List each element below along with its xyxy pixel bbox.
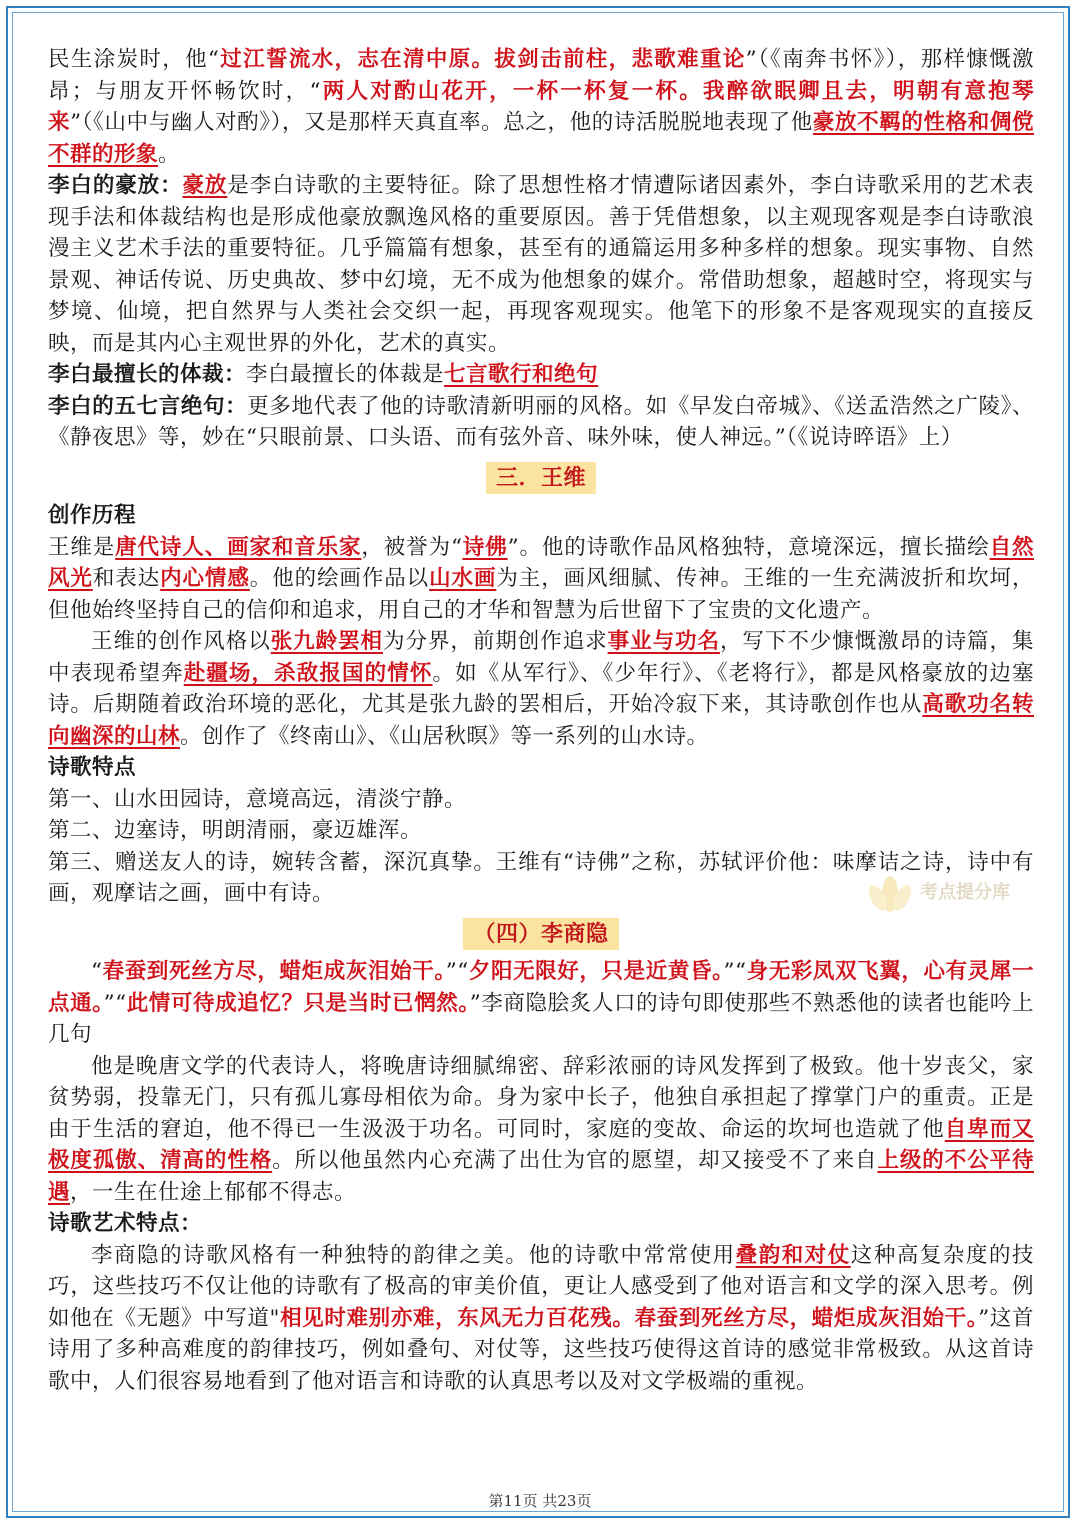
text-run: ”这首诗用了多种高难度的韵律技巧，例如叠句、对仗等，这些技巧使得这首诗的感觉非常极致。从这首诗歌中，人们很容易地看到了他对语言和诗歌的认真思考以及对文学极端的重视。	[48, 1305, 1034, 1394]
quoted-poem-line: 夕阳无限好，只是近黄昏。	[468, 959, 724, 984]
text-run: 为主，画风细腻、传神。王维的一生充满波折和坎坷，但他始终坚持自己的信仰和追求，用自己的才华和智慧为后世留下了宝贵的文化遗产。	[48, 566, 1034, 623]
text-run: 更多地代表了他的诗歌清新明丽的风格。如《早发白帝城》、《送孟浩然之广陵》、《静夜思》等，妙在“只眼前景、口头语、而有弦外音、味外味，使人神远。”（《说诗晬语》上）	[48, 393, 1034, 450]
highlighted-key-term: 上级的不公平待遇	[48, 1148, 1034, 1205]
section-heading-wangwei: 三．王维	[486, 462, 596, 494]
highlighted-key-term: 豪放	[182, 173, 228, 198]
text-run: ”“	[103, 990, 127, 1016]
bold-label: 李白的豪放：	[48, 173, 183, 198]
section-heading-row	[48, 918, 1034, 951]
paragraph	[48, 44, 1034, 170]
list-item	[48, 815, 1034, 847]
text-run: “	[91, 959, 103, 984]
highlighted-key-term: 赴疆场，杀敌报国的情怀	[183, 660, 433, 686]
text-run: 。	[158, 141, 181, 167]
highlighted-key-term: 诗佛	[462, 534, 508, 560]
text-run: 。所以他虽然内心充满了出仕为官的愿望，却又接受不了来自	[272, 1148, 878, 1173]
subheading	[48, 500, 1034, 532]
text-run: 。他的绘画作品以	[249, 566, 430, 591]
text-run: 这种高复杂度的技巧，这些技巧不仅让他的诗歌有了极高的审美价值，更让人感受到了他对语言和文学的深入思考。例如他在《无题》中写道"	[48, 1242, 1034, 1331]
highlighted-key-term: 内心情感	[160, 566, 250, 591]
bold-label: 诗歌特点	[48, 755, 137, 780]
highlighted-key-term: 高歌功名转向幽深的山林	[48, 692, 1034, 749]
text-run: 第一、山水田园诗，意境高远，清淡宁静。	[48, 786, 467, 812]
text-run: ”（《南奔书怀》），那样慷慨激昂；与朋友开怀畅饮时，“	[48, 47, 1034, 104]
text-run: 。如《从军行》、《少年行》、《老将行》，都是风格豪放的边塞诗。后期随着政治环境的恶化，尤其是张九龄的罢相后，开始冷寂下来，其诗歌创作也从	[48, 660, 1034, 717]
quoted-poem-line: 两人对酌山花开，一杯一杯复一杯。我醉欲眠卿且去，明朝有意抱琴来	[48, 78, 1034, 135]
bold-label: 创作历程	[48, 503, 137, 528]
paragraph	[48, 170, 1034, 359]
paragraph	[48, 1051, 1034, 1209]
quoted-poem-line: 过江誓流水，志在清中原。拔剑击前柱，悲歌难重论	[219, 47, 746, 72]
text-run: 王维的创作风格以	[91, 629, 271, 654]
bold-label: 李白最擅长的体裁：	[48, 362, 247, 387]
highlighted-key-term: 七言歌行和绝句	[444, 362, 599, 387]
text-run: ”李商隐脍炙人口的诗句即使那些不熟悉他的读者也能吟上几句	[48, 990, 1034, 1047]
highlighted-key-term: 豪放不羁的性格和倜傥不群的形象	[48, 110, 1034, 167]
paragraph	[48, 532, 1034, 627]
text-run: 民生涂炭时，他“	[48, 47, 220, 72]
text-run: 和表达	[92, 566, 161, 591]
text-run: 为分界，前期创作追求	[383, 629, 608, 654]
bold-label: 李白的五七言绝句：	[48, 393, 248, 419]
text-run: 李商隐的诗歌风格有一种独特的韵律之美。他的诗歌中常常使用	[91, 1242, 736, 1268]
list-item	[48, 784, 1034, 816]
paragraph	[48, 956, 1034, 1051]
highlighted-key-term: 山水画	[429, 566, 497, 591]
section-heading-row	[48, 462, 1034, 495]
highlighted-key-term: 唐代诗人、画家和音乐家	[115, 534, 362, 560]
highlighted-key-term: 事业与功名	[607, 629, 720, 654]
quoted-poem-line: 春蚕到死丝方尽，蜡炬成灰泪始干。	[102, 959, 446, 984]
quoted-poem-line: 相见时难别亦难，东风无力百花残。春蚕到死丝方尽，蜡炬成灰泪始干。	[279, 1305, 979, 1331]
subheading	[48, 752, 1034, 784]
text-run: 。创作了《终南山》、《山居秋暝》等一系列的山水诗。	[180, 723, 709, 749]
section-heading-lishangyin: （四）李商隐	[463, 918, 618, 950]
highlighted-key-term: 自然风光	[48, 534, 1034, 591]
text-run: ，写下不少慷慨激昂的诗篇，集中表现希望奔	[48, 629, 1034, 686]
text-run: 是李白诗歌的主要特征。除了思想性格才情遭际诸因素外，李白诗歌采用的艺术表现手法和体裁结构也是形成他豪放飘逸风格的重要原因。善于凭借想象，以主观现客观是李白诗歌浪漫主义艺术手法的重要特征。几乎篇篇有想象，甚至有的通篇运用多种多样的想象。现实事物、自然景观、神话传说、历史典故、梦中幻境，无不成为他想象的媒介。常借助想象，超越时空，将现实与梦境、仙境，把自然界与人类社会交织一起，再现客观现实。他笔下的形象不是客观现实的直接反映，而是其内心主观世界的外化，艺术的真实。	[48, 173, 1034, 356]
watermark-text: 考点提分库	[920, 882, 1010, 903]
text-run: 他是晚唐文学的代表诗人，将晚唐诗细腻绵密、辞彩浓丽的诗风发挥到了极致。他十岁丧父，家贫势弱，投靠无门，只有孤儿寡母相依为命。身为家中长子，他独自承担起了撑掌门户的重责。正是由于生活的窘迫，他不得已一生汲汲于功名。可同时，家庭的变故、命运的坎坷也造就了他	[48, 1053, 1034, 1142]
bold-label: 诗歌艺术特点：	[48, 1211, 203, 1236]
quoted-poem-line: 此情可待成追忆？只是当时已惘然。	[126, 990, 470, 1016]
page-number-footer: 第11页 共23页	[488, 1492, 592, 1510]
highlighted-key-term: 叠韵和对仗	[735, 1242, 851, 1268]
text-run: 王维是	[48, 534, 116, 560]
text-run: 第三、赠送友人的诗，婉转含蓄，深沉真挚。王维有“诗佛”之称，苏轼评价他：味摩诘之诗，诗中有画，观摩诘之画，画中有诗。	[48, 849, 1034, 906]
text-run: ，一生在仕途上郁郁不得志。	[70, 1179, 357, 1205]
highlighted-key-term: 自卑而又极度孤傲、清高的性格	[48, 1116, 1034, 1173]
text-run: ”。他的诗歌作品风格独特，意境深远，擅长描绘	[507, 534, 990, 560]
text-run: ”“	[723, 959, 747, 984]
highlighted-key-term: 张九龄罢相	[270, 629, 384, 654]
text-run: 李白最擅长的体裁是	[246, 362, 445, 387]
document-body	[48, 44, 1034, 1397]
text-run: ”（《山中与幽人对酌》），又是那样天真直率。总之，他的诗活脱脱地表现了他	[70, 110, 813, 135]
paragraph	[48, 391, 1034, 454]
paragraph	[48, 1240, 1034, 1398]
list-item	[48, 847, 1034, 910]
quoted-poem-line: 身无彩凤双飞翼，心有灵犀一点通。	[48, 959, 1034, 1016]
paragraph	[48, 626, 1034, 752]
subheading	[48, 1208, 1034, 1240]
text-run: 第二、边塞诗，明朗清丽，豪迈雄浑。	[48, 818, 423, 843]
paragraph	[48, 359, 1034, 391]
text-run: ”“	[445, 959, 469, 984]
text-run: ，被誉为“	[361, 534, 463, 560]
